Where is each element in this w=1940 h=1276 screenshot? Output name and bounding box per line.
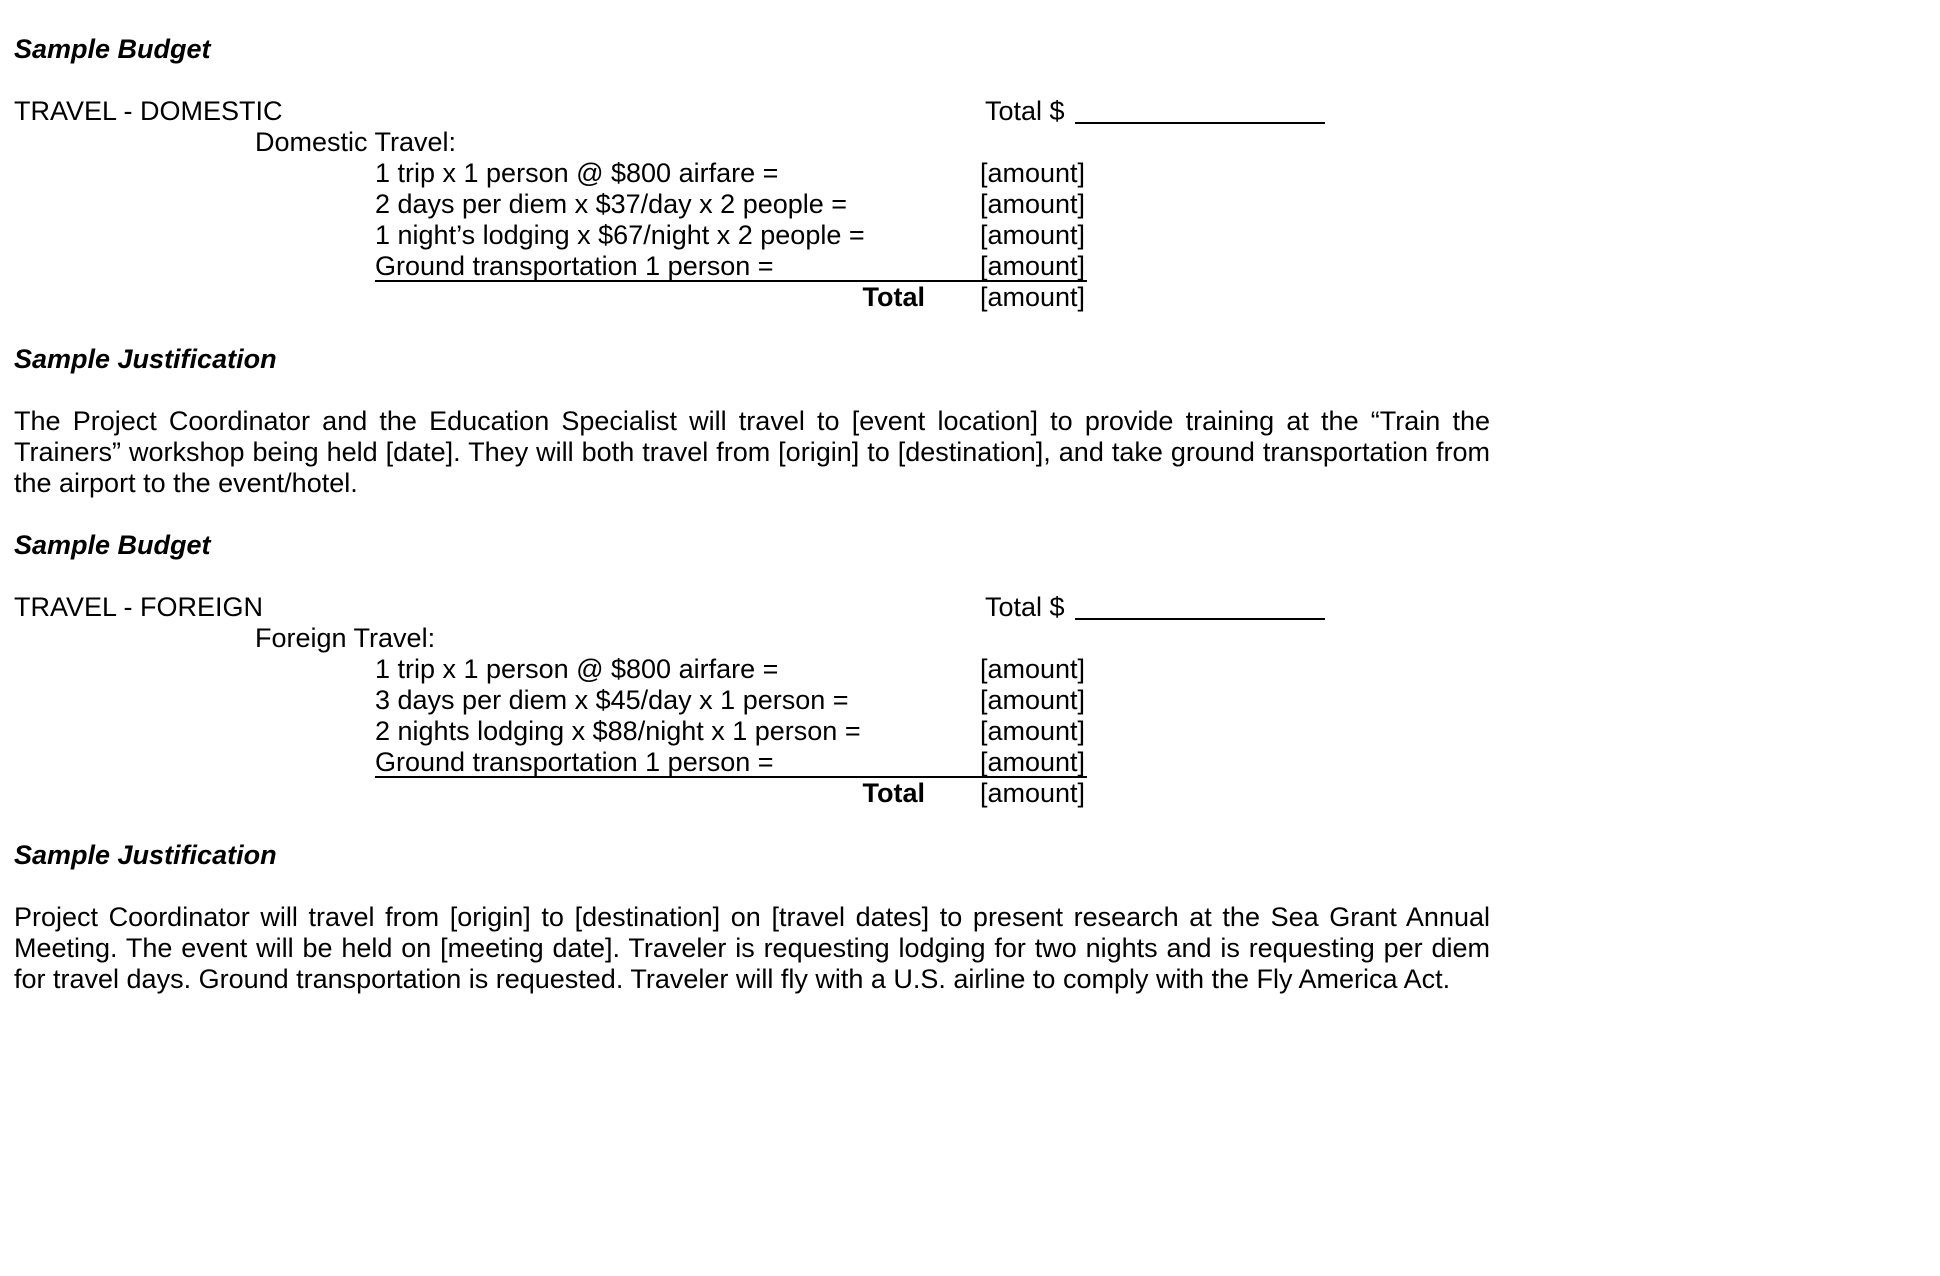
total-label: Total	[862, 778, 925, 808]
line-item-amount: [amount]	[980, 716, 1086, 746]
travel-domestic-total-field	[985, 96, 1325, 127]
sample-justification-heading-domestic: Sample Justification	[14, 344, 277, 374]
budget-total-row	[14, 778, 1490, 809]
budget-line-item	[14, 189, 1490, 220]
line-item-label: 2 days per diem x $37/day x 2 people =	[375, 189, 848, 219]
sample-justification-heading-foreign: Sample Justification	[14, 840, 277, 870]
budget-line-item	[14, 220, 1490, 251]
line-item-amount: [amount]	[980, 251, 1086, 281]
travel-domestic-header-row	[14, 96, 1490, 127]
total-dollar-label-domestic: Total $	[985, 96, 1065, 126]
foreign-travel-subheading: Foreign Travel:	[255, 623, 436, 653]
line-item-label: Ground transportation 1 person =	[375, 251, 774, 281]
line-item-amount: [amount]	[980, 685, 1086, 715]
budget-line-item	[14, 654, 1490, 685]
line-item-amount: [amount]	[980, 654, 1086, 684]
total-amount: [amount]	[980, 282, 1086, 312]
line-item-amount: [amount]	[980, 747, 1086, 777]
justification-paragraph-foreign: Project Coordinator will travel from [origin] to [destination] on [travel dates] to present research at the Sea Grant Annual Meeting. The event will be held on [meeting date]. Traveler is requesting lodging for two nights and is requesting per diem for travel days. Ground transportation is requested. Traveler will fly with a U.S. airline to comply with the Fly America Act.	[14, 902, 1490, 994]
line-item-amount: [amount]	[980, 158, 1086, 188]
total-label: Total	[862, 282, 925, 312]
total-amount: [amount]	[980, 778, 1086, 808]
line-item-label: Ground transportation 1 person =	[375, 747, 774, 777]
total-blank-line-foreign	[1075, 618, 1325, 620]
justification-paragraph-domestic: The Project Coordinator and the Education Specialist will travel to [event location] to provide training at the “Train the Trainers” workshop being held [date]. They will both travel from [origin] to [destination], and take ground transportation from the airport to the event/hotel.	[14, 406, 1490, 498]
travel-foreign-total-field	[985, 592, 1325, 623]
line-item-label: 1 night’s lodging x $67/night x 2 people =	[375, 220, 865, 250]
travel-foreign-header-row	[14, 592, 1490, 623]
budget-line-item	[14, 716, 1490, 747]
domestic-travel-subheading: Domestic Travel:	[255, 127, 457, 157]
sample-budget-heading-domestic: Sample Budget	[14, 34, 211, 64]
line-item-label: 1 trip x 1 person @ $800 airfare =	[375, 654, 779, 684]
travel-domestic-label: TRAVEL - DOMESTIC	[14, 96, 283, 126]
line-item-amount: [amount]	[980, 220, 1086, 250]
total-blank-line-domestic	[1075, 122, 1325, 124]
total-dollar-label-foreign: Total $	[985, 592, 1065, 622]
budget-line-item	[14, 685, 1490, 716]
budget-line-item-ground-transportation	[14, 251, 1490, 282]
line-item-amount: [amount]	[980, 189, 1086, 219]
line-item-label: 1 trip x 1 person @ $800 airfare =	[375, 158, 779, 188]
budget-line-item-ground-transportation	[14, 747, 1490, 778]
travel-foreign-label: TRAVEL - FOREIGN	[14, 592, 264, 622]
line-item-label: 2 nights lodging x $88/night x 1 person =	[375, 716, 861, 746]
line-item-label: 3 days per diem x $45/day x 1 person =	[375, 685, 849, 715]
sample-budget-heading-foreign: Sample Budget	[14, 530, 211, 560]
budget-line-item	[14, 158, 1490, 189]
budget-total-row	[14, 282, 1490, 313]
